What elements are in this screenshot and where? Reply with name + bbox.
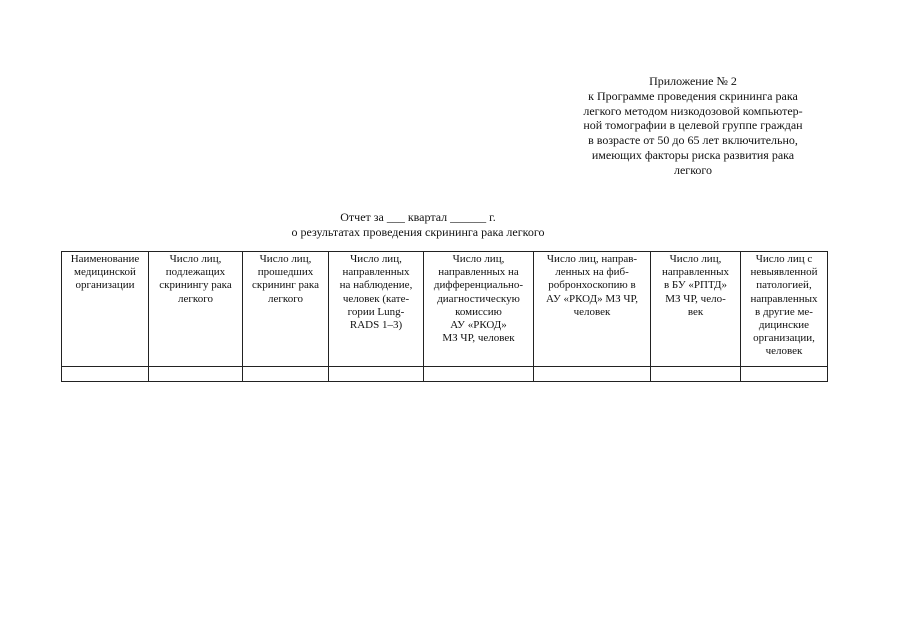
column-header: Число лиц, прошедших скрининг рака легкого xyxy=(243,252,329,367)
appendix-line: ной томографии в целевой группе граждан xyxy=(583,118,803,133)
appendix-line: имеющих факторы риска развития рака xyxy=(591,147,795,162)
appendix-line: в возрасте от 50 до 65 лет включительно, xyxy=(588,133,798,148)
column-header: Число лиц, направленных на наблюдение, человек (кате- гории Lung- RADS 1–3) xyxy=(329,252,424,367)
column-header: Число лиц, направленных в БУ «РПТД» МЗ ЧР, чело- век xyxy=(651,252,741,367)
table-header-row xyxy=(62,252,828,367)
report-table xyxy=(61,251,828,382)
appendix-line: легкого методом низкодозовой компьютер- xyxy=(583,103,803,118)
appendix-line: к Программе проведения скрининга рака xyxy=(588,88,798,103)
report-title-line: Отчет за ___ квартал ______ г. xyxy=(340,210,496,224)
column-header: Наименование медицинской организации xyxy=(62,252,149,367)
appendix-line: Приложение № 2 xyxy=(649,74,737,88)
appendix-line: легкого xyxy=(673,162,713,177)
column-header: Число лиц, направ- ленных на фиб- робронхоскопию в АУ «РКОД» МЗ ЧР, человек xyxy=(534,252,651,367)
column-header: Число лиц, направленных на дифференциально- диагностическую комиссию АУ «РКОД» МЗ ЧР, человек xyxy=(424,252,534,367)
report-subtitle-line: о результатах проведения скрининга рака легкого xyxy=(291,224,545,239)
column-header: Число лиц с невыявленной патологией, направленных в другие ме- дицинские организации, человек xyxy=(741,252,828,367)
report-title xyxy=(268,210,568,240)
table-cell xyxy=(62,367,149,382)
table-cell xyxy=(741,367,828,382)
table-cell xyxy=(534,367,651,382)
table-row xyxy=(62,367,828,382)
column-header: Число лиц, подлежащих скринингу рака легкого xyxy=(149,252,243,367)
table-cell xyxy=(329,367,424,382)
table-cell xyxy=(424,367,534,382)
table-cell xyxy=(243,367,329,382)
appendix-header xyxy=(560,74,826,178)
table-cell xyxy=(149,367,243,382)
table-cell xyxy=(651,367,741,382)
